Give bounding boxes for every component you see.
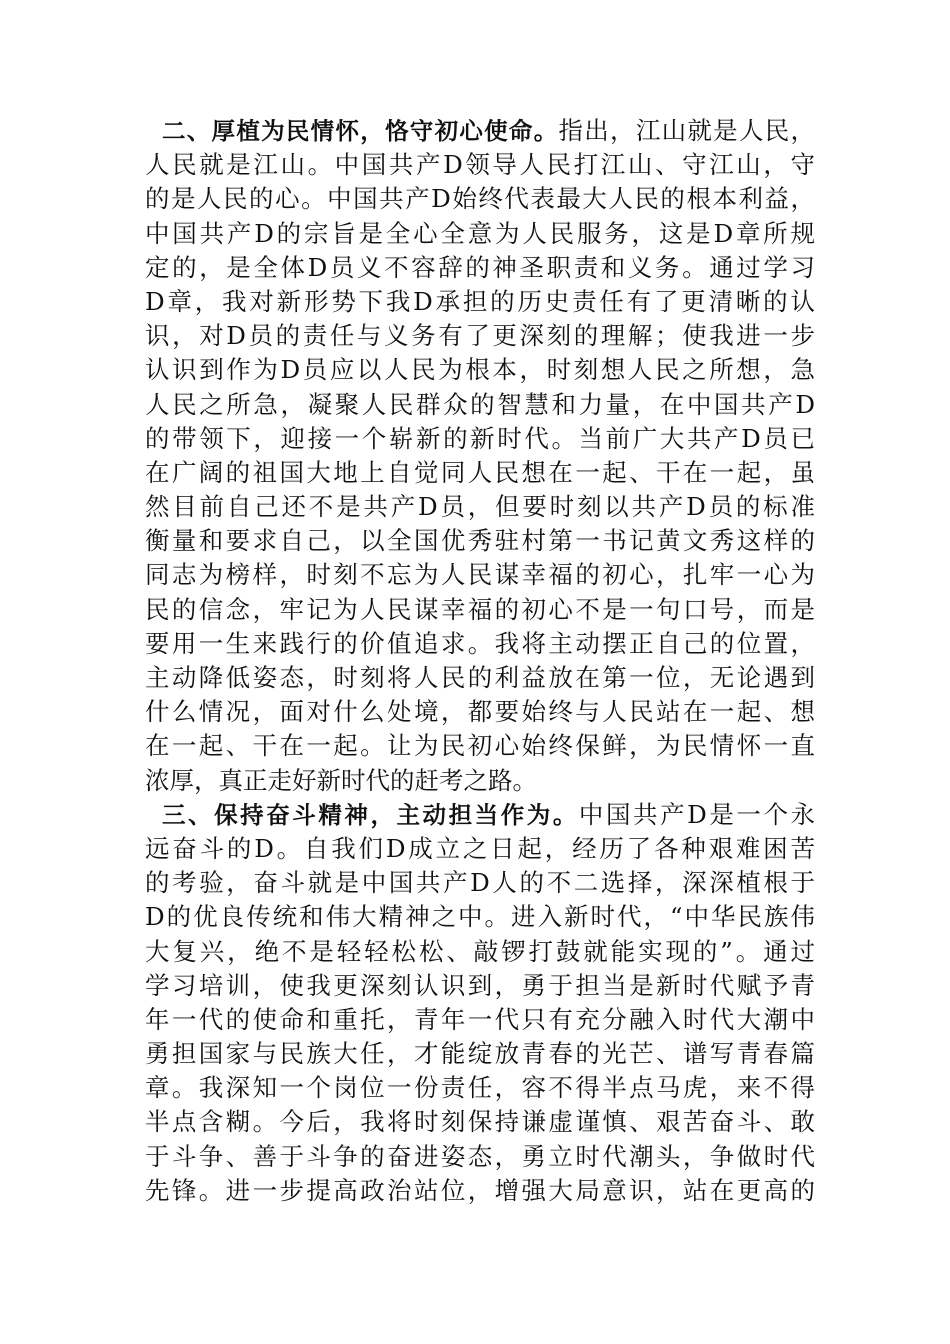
paragraph-line: 半点含糊。今后，我将时刻保持谦虚谨慎、艰苦奋斗、敢: [145, 1107, 815, 1137]
paragraph-text: 中国共产D是一个永: [578, 799, 815, 829]
paragraph-text: 指出，江山就是人民，: [558, 116, 816, 145]
document-page: [145, 114, 815, 1208]
paragraph-line: 人民就是江山。中国共产D领导人民打江山、守江山，守: [145, 150, 815, 180]
paragraph-line: 先锋。进一步提高政治站位，增强大局意识，站在更高的: [145, 1175, 815, 1205]
paragraph-line: 民的信念，牢记为人民谋幸福的初心不是一句口号，而是: [145, 594, 815, 624]
paragraph-line: 浓厚，真正走好新时代的赶考之路。: [145, 765, 537, 795]
paragraph-line: [145, 114, 815, 148]
paragraph-line: 然目前自己还不是共产D员，但要时刻以共产D员的标准: [145, 492, 815, 522]
paragraph-line: 同志为榜样，时刻不忘为人民谋幸福的初心，扎牢一心为: [145, 560, 815, 590]
paragraph-line: 识，对D员的责任与义务有了更深刻的理解；使我进一步: [145, 321, 815, 351]
paragraph-line: 大复兴，绝不是轻轻松松、敲锣打鼓就能实现的”。通过: [145, 936, 815, 966]
paragraph-line: [145, 798, 815, 832]
paragraph-line: 认识到作为D员应以人民为根本，时刻想人民之所想，急: [145, 355, 815, 385]
paragraph-line: 学习培训，使我更深刻认识到，勇于担当是新时代赋予青: [145, 970, 815, 1000]
paragraph-line: 在广阔的祖国大地上自觉同人民想在一起、干在一起，虽: [145, 457, 815, 487]
paragraph-line: 在一起、干在一起。让为民初心始终保鲜，为民情怀一直: [145, 731, 815, 761]
paragraph-line: 定的，是全体D员义不容辞的神圣职责和义务。通过学习: [145, 252, 815, 282]
paragraph-line: 于斗争、善于斗争的奋进姿态，勇立时代潮头，争做时代: [145, 1141, 815, 1171]
paragraph-line: 什么情况，面对什么处境，都要始终与人民站在一起、想: [145, 697, 815, 727]
section-heading: 三、保持奋斗精神，主动担当作为。: [162, 800, 579, 829]
paragraph-line: 衡量和要求自己，以全国优秀驻村第一书记黄文秀这样的: [145, 526, 815, 556]
paragraph-line: 年一代的使命和重托，青年一代只有充分融入时代大潮中: [145, 1004, 815, 1034]
paragraph-line: 的带领下，迎接一个崭新的新时代。当前广大共产D员已: [145, 423, 815, 453]
paragraph-line: D章，我对新形势下我D承担的历史责任有了更清晰的认: [145, 286, 815, 316]
paragraph-line: 的是人民的心。中国共产D始终代表最大人民的根本利益，: [145, 184, 815, 214]
paragraph-line: 远奋斗的D。自我们D成立之日起，经历了各种艰难困苦: [145, 833, 815, 863]
paragraph-line: 的考验，奋斗就是中国共产D人的不二选择，深深植根于: [145, 868, 815, 898]
paragraph-line: 人民之所急，凝聚人民群众的智慧和力量，在中国共产D: [145, 389, 815, 419]
paragraph-line: 中国共产D的宗旨是全心全意为人民服务，这是D章所规: [145, 218, 815, 248]
paragraph-line: 要用一生来践行的价值追求。我将主动摆正自己的位置，: [145, 628, 815, 658]
section-heading: 二、厚植为民情怀，恪守初心使命。: [162, 117, 559, 145]
paragraph-line: 主动降低姿态，时刻将人民的利益放在第一位，无论遇到: [145, 663, 815, 692]
paragraph-line: D的优良传统和伟大精神之中。进入新时代，“中华民族伟: [145, 902, 815, 932]
paragraph-line: 章。我深知一个岗位一份责任，容不得半点马虎，来不得: [145, 1073, 815, 1103]
paragraph-line: 勇担国家与民族大任，才能绽放青春的光芒、谱写青春篇: [145, 1039, 815, 1069]
